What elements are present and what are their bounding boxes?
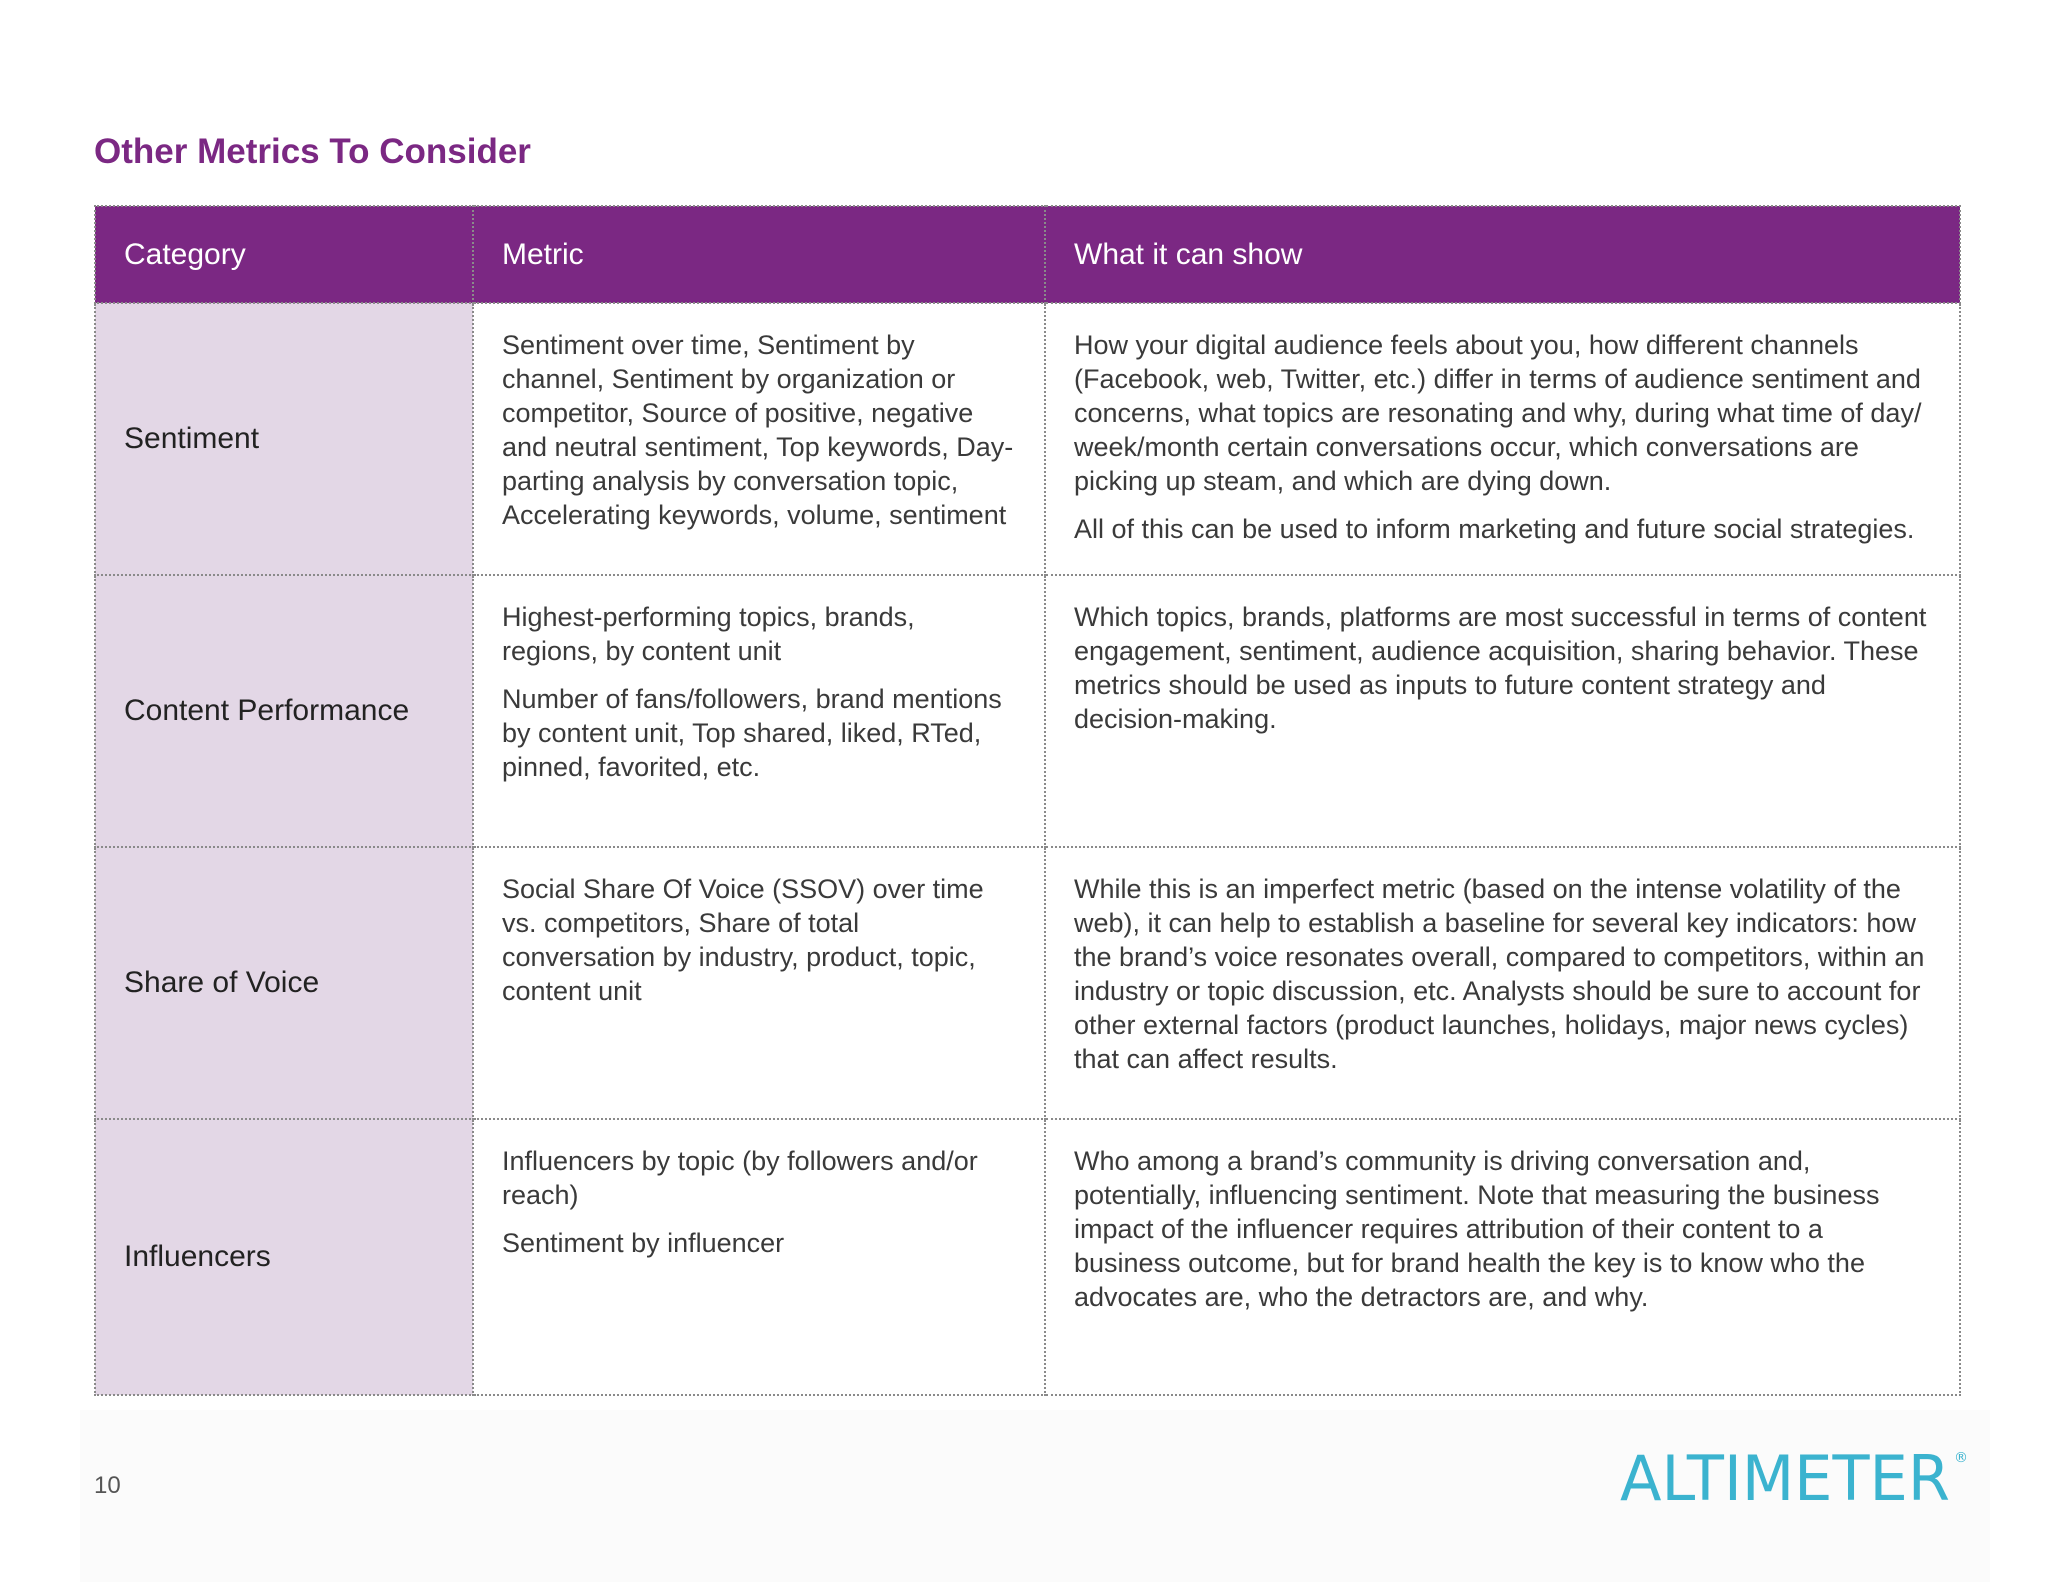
table-row-influencers	[95, 1119, 1960, 1395]
category-cell: Share of Voice	[95, 847, 473, 1119]
table-row-content-performance	[95, 575, 1960, 847]
description-cell	[1045, 1119, 1960, 1395]
description-text: All of this can be used to inform marketing and future social strategies.	[1074, 514, 1915, 544]
category-cell: Content Performance	[95, 575, 473, 847]
metric-text: Highest-performing topics, brands, regions, by content unit	[502, 602, 915, 666]
metric-cell	[473, 575, 1045, 847]
category-cell: Influencers	[95, 1119, 473, 1395]
altimeter-logo-text: ALTIMETER	[1620, 1442, 1950, 1510]
header-category: Category	[95, 206, 473, 303]
header-what-it-can-show: What it can show	[1045, 206, 1960, 303]
metrics-table	[94, 205, 1961, 1396]
description-text: Who among a brand’s community is driving conversation and, potentially, influencing sentiment. Note that measuring the business impact of the influencer requires attribution of their content to a business outcome, but for brand health the key is to know who the advocates are, who the detractors are, and why.	[1074, 1146, 1880, 1312]
description-cell	[1045, 575, 1960, 847]
metric-text: Sentiment over time, Sentiment by channel, Sentiment by organization or competitor, Source of positive, negative and neutral sentiment, Top keywords, Day-parting analysis by conversation topic, Accelerating keywords, volume, sentiment	[502, 330, 1014, 530]
category-cell: Sentiment	[95, 303, 473, 575]
page-title: Other Metrics To Consider	[94, 132, 531, 171]
description-text: How your digital audience feels about you, how different channels (Facebook, web, Twitter, etc.) differ in terms of audience sentiment and concerns, what topics are resonating and why, during what time of day/ week/month certain conversations occur, which conversations are picking up steam, and which are dying down.	[1074, 330, 1922, 496]
table-row-share-of-voice	[95, 847, 1960, 1119]
altimeter-logo	[1620, 1440, 1970, 1510]
description-text: While this is an imperfect metric (based on the intense volatility of the web), it can help to establish a baseline for several key indicators: how the brand’s voice resonates overall, compared to competitors, within an industry or topic discussion, etc. Analysts should be sure to account for other external factors (product launches, holidays, major news cycles) that can affect results.	[1074, 874, 1925, 1074]
description-text: Which topics, brands, platforms are most successful in terms of content engagement, sentiment, audience acquisition, sharing behavior. These metrics should be used as inputs to future content strategy and decision-making.	[1074, 602, 1927, 734]
metric-text: Social Share Of Voice (SSOV) over time vs. competitors, Share of total conversation by industry, product, topic, content unit	[502, 874, 984, 1006]
metric-cell	[473, 847, 1045, 1119]
metric-cell	[473, 1119, 1045, 1395]
description-cell	[1045, 303, 1960, 575]
table-header-row	[95, 206, 1960, 303]
metric-cell	[473, 303, 1045, 575]
table-row-sentiment	[95, 303, 1960, 575]
metric-text: Sentiment by influencer	[502, 1228, 785, 1258]
registered-mark: ®	[1954, 1450, 1968, 1466]
header-metric: Metric	[473, 206, 1045, 303]
metric-text: Number of fans/followers, brand mentions by content unit, Top shared, liked, RTed, pinned, favorited, etc.	[502, 684, 1002, 782]
description-cell	[1045, 847, 1960, 1119]
page-number: 10	[94, 1472, 121, 1499]
metric-text: Influencers by topic (by followers and/or reach)	[502, 1146, 978, 1210]
